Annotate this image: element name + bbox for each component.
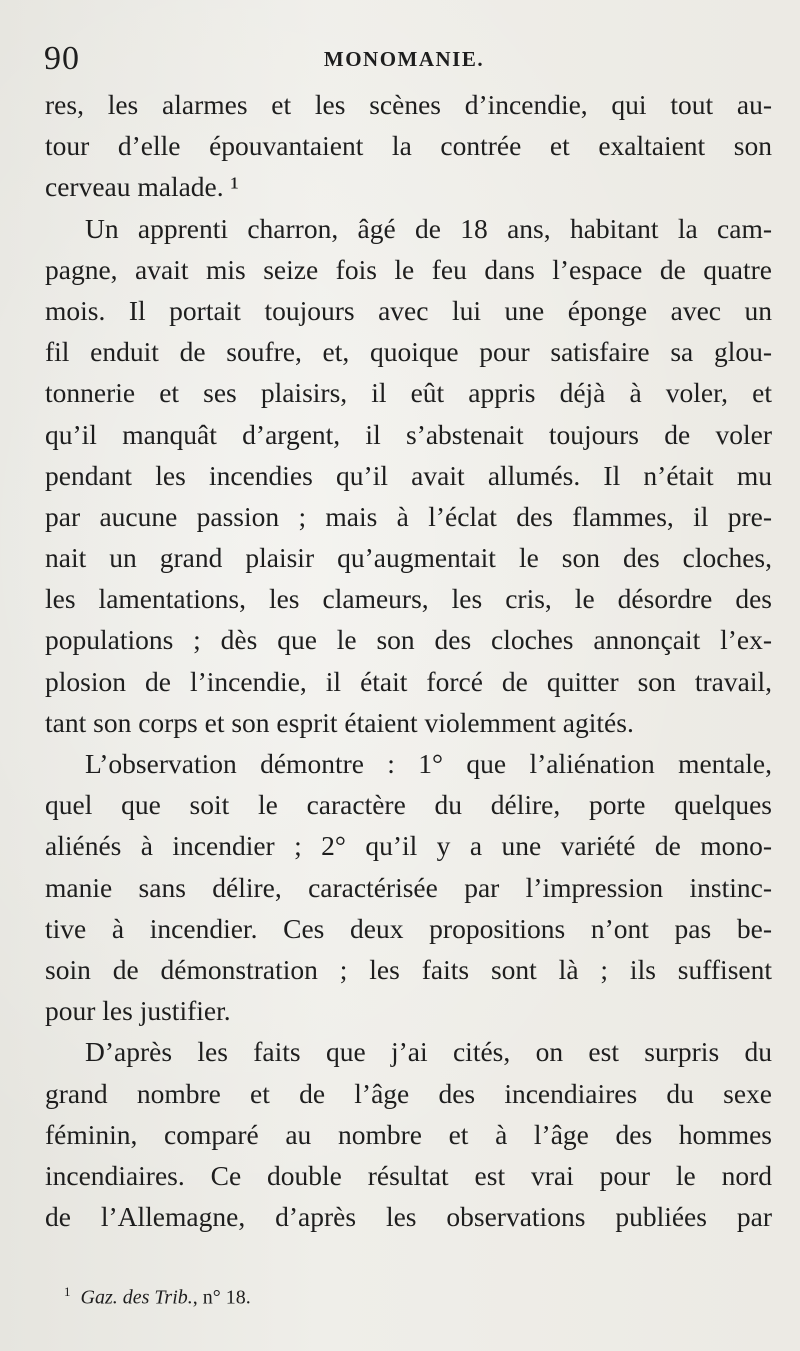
text-line: féminin, comparé au nombre et à l’âge des hommes [45, 1118, 772, 1150]
text-line: tive à incendier. Ces deux propositions n’ont pas be- [45, 912, 772, 944]
text-line: tour d’elle épouvantaient la contrée et exaltaient son [45, 130, 772, 162]
running-head: MONOMANIE. [323, 47, 485, 71]
text-line: pagne, avait mis seize fois le feu dans l’espace de quatre [45, 253, 772, 285]
page-header [44, 38, 764, 78]
text-line: tonnerie et ses plaisirs, il eût appris déjà à voler, et [45, 377, 772, 409]
text-line: qu’il manquât d’argent, il s’abstenait toujours de voler [45, 418, 772, 450]
text-line: res, les alarmes et les scènes d’incendie, qui tout au- [45, 89, 772, 120]
footnote-mark: 1 [64, 1284, 71, 1299]
text-line: L’observation démontre : 1° que l’aliénation mentale, [85, 748, 772, 779]
text-line: grand nombre et de l’âge des incendiaires du sexe [45, 1077, 772, 1109]
text-line: fil enduit de soufre, et, quoique pour satisfaire sa glou- [45, 336, 772, 368]
text-line: nait un grand plaisir qu’augmentait le son des cloches, [45, 542, 772, 574]
page-number: 90 [44, 40, 80, 77]
text-line: manie sans délire, caractérisée par l’impression instinc- [45, 871, 772, 903]
text-line: tant son corps et son esprit étaient violemment agités. [45, 706, 634, 738]
text-line: pour les justifier. [45, 995, 231, 1027]
text-line: mois. Il portait toujours avec lui une éponge avec un [45, 294, 772, 326]
text-line: pendant les incendies qu’il avait allumés. Il n’était mu [45, 459, 772, 491]
text-line: aliénés à incendier ; 2° qu’il y a une variété de mono- [45, 830, 772, 862]
footnote [64, 1284, 251, 1310]
text-line: soin de démonstration ; les faits sont là ; ils suffisent [45, 953, 772, 985]
body-text [45, 84, 772, 1237]
text-line: populations ; dès que le son des cloches annonçait l’ex- [45, 624, 772, 656]
text-line: par aucune passion ; mais à l’éclat des flammes, il pre- [45, 500, 772, 532]
text-line: D’après les faits que j’ai cités, on est surpris du [85, 1036, 772, 1068]
text-line: quel que soit le caractère du délire, porte quelques [45, 789, 772, 821]
footnote-reference: , n° 18. [192, 1286, 251, 1309]
text-line: plosion de l’incendie, il était forcé de quitter son travail, [45, 665, 772, 697]
text-line: incendiaires. Ce double résultat est vrai pour le nord [45, 1159, 772, 1191]
footnote-source: Gaz. des Trib. [80, 1286, 193, 1309]
text-line: de l’Allemagne, d’après les observations publiées par [45, 1201, 772, 1233]
text-line: cerveau malade. ¹ [45, 171, 239, 203]
text-line: Un apprenti charron, âgé de 18 ans, habitant la cam- [85, 212, 772, 244]
text-line: les lamentations, les clameurs, les cris, le désordre des [45, 583, 772, 615]
